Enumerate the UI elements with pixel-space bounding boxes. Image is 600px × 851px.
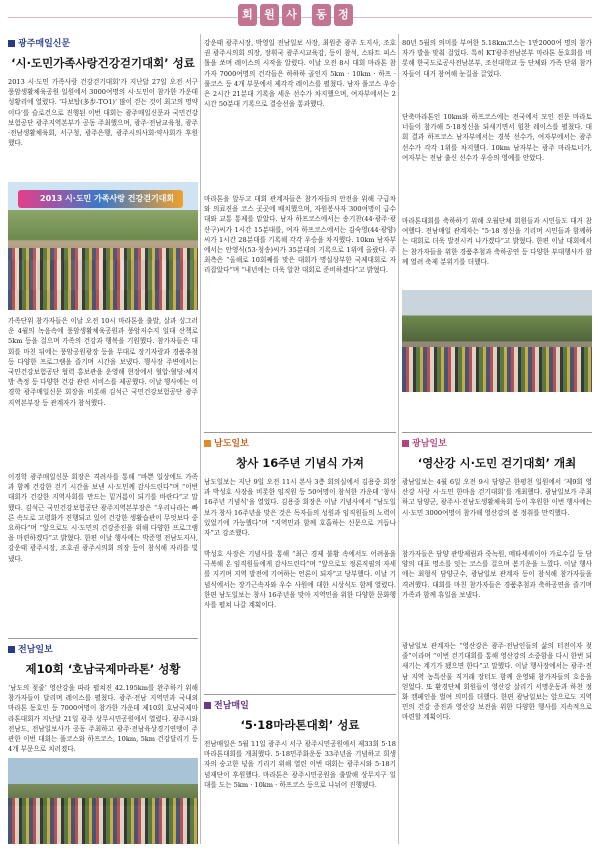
article-body: 참가자들은 담양 관방제림과 죽녹원, 메타세쿼이아 가로수길 등 담양의 대표 명소를 잇는 코스를 걸으며 봄기운을 느꼈다. 이날 행사에는 최형식 담양군수, 광남일보 관계자 등이 참석해 참가자들을 격려했다. 대회를 마친 참가자들은 경품추첨과 축하공연을 즐기며 가족과 함께 휴일을 보냈다. (402, 550, 592, 599)
article-body: 가족단위 참가자들은 이날 오전 10시 마라톤을 출발, 살과 싱그러운 4월의 녹음속에 풍암생활체육공원과 풍암저수지 일대 산책로 5km 등을 걸으며 가족의 건강과 행복을 기원했다. 참가자들은 대회를 마친 뒤에는 풍암공원광장 등을 무대로 장기자랑과 경품추첨 등 다양한 프로그램을 즐기며 시간을 보냈다. 행사장 주변에서는 국민건강보험공단 협력 홍보관을 운영해 현장에서 혈압·혈당·체지방 측정 등 다양한 건강 관련 서비스를 제공했다. 이날 행사에는 이경학 광주매일신문 회장을 비롯해 김석근 국민건강보험공단 광주지역본부장 등 관계자가 참석했다. (8, 317, 198, 407)
article-body: ‘남도의 젖줄’ 영산강을 따라 펼쳐진 42.195km를 완주하기 위해 참가자들이 달리며 레이스를 펼쳤다. 광주·전남 지역민과 국내외 마라톤 동호인 등 7000여명이 참가한 가운데 제10회 호남국제마라톤대회가 지난달 21일 광주 상무시민공원에서 열렸다. 광주시와 전남도, 전남일보사가 공동 주최하고 광주·전남육상경기연맹이 주관한 이번 대회는 풀코스와 하프코스, 10km, 5km 건강달리기 등 4개 부문으로 치러졌다. (8, 684, 198, 754)
article-body: 전남매일은 5월 11일 광주시 서구 광주시민공원에서 제33회 5·18마라톤대회를 개최했다. 5·18민주화운동 33주년을 기념하고 희생자의 숭고한 넋을 기리기 위해 열린 이번 대회는 광주시와 5·18기념재단이 후원했다. 마라톤은 광주시민공원을 출발해 상무지구 일대를 도는 5km · 10km · 하프코스 등으로 나뉘어 진행됐다. (204, 740, 396, 789)
publication-tag: 광주매일신문 (8, 38, 198, 51)
publication-tag: 전남매일 (204, 700, 396, 713)
article-body: 박성호 사장은 기념사를 통해 “최근 경제 불황 속에서도 어려움을 극복해 온 임직원들에게 감사드린다”며 “앞으로도 정론직필의 자세를 지키며 지역 발전에 기여하는 언론이 되자”고 당부했다. 이날 기념식에서는 장기근속자와 우수 사원에 대한 시상식도 함께 열렸다. 한편 남도일보는 창사 16주년을 맞아 지역민을 위한 다양한 문화행사를 펼쳐 나갈 계획이다. (204, 550, 396, 610)
article-namdo (204, 438, 396, 641)
article-body: 남도일보는 지난 9일 오전 11시 본사 3층 회의실에서 김용중 회장과 박성호 사장을 비롯한 임직원 등 50여명이 참석한 가운데 ‘창사 16주년 기념식’을 열었다. 김용중 회장은 이날 기념사에서 “남도일보가 창사 16주년을 맞은 것은 독자들의 성원과 임직원들의 노력이 있었기에 가능했다”며 “지역민과 함께 호흡하는 신문으로 거듭나자”고 강조했다. (204, 478, 396, 538)
section-header (0, 0, 600, 34)
article-body: 강운태 광주시장, 박영일 전남일보 사장, 최원준 광주 도지사, 조호권 광주시의회 의장, 장휘국 광주시교육감, 등이 참석, 스타트 피스톨을 쏘며 레이스의 시작을 알렸다. 이날 오전 8시 대회 마라톤 참가자 7000여명의 건각들은 하하하 골인지 5km · 10km · 하프 · 풀코스 등 4개 부문에서 제각각 레이스를 펼쳤다. 남자 풀코스 우승은 2시간 21분대 기록을 세운 선수가 차지했으며, 여자부에서는 2시간 50분대 기록으로 결승선을 통과했다. (204, 39, 396, 109)
article-body: 마라톤을 앞두고 대회 관계자들은 참가자들의 안전을 위해 구급차와 의료진을 코스 곳곳에 배치했으며, 자원봉사자 300여명이 급수대와 교통 통제를 맡았다. 남자 하프코스에서는 송기찬(44·광주·광산구)씨가 1시간 15분대를, 여자 하프코스에서는 김숙영(44·광양)씨가 1시간 28분대를 기록해 각각 우승을 차지했다. 10km 남자부에서는 안영식(53·청송)씨가 35분대의 기록으로 1위에 올랐다. 주최측은 “올해로 10회째를 맞은 대회가 명실상부한 국제대회로 자리잡았다”며 “내년에는 더욱 알찬 대회로 준비하겠다”고 밝혔다. (204, 195, 396, 275)
article-body: 2013 시·도민 가족사랑 건강걷기대회’가 지난달 27일 오전 서구 풍암생활체육공원 일원에서 3000여명의 시·도민이 참가한 가운데 성황리에 열렸다. ‘다보탑(多步-TO1)’ 많이 걷는 것이 최고의 명약이다’를 슬로건으로 진행된 이번 대회는 광주매일신문과 국민건강보험공단 광주지역본부가 공동 주최했으며, 광주·전남교육청, 광주·전남생활체육회, 서구청, 광주은행, 광주시의사회·약사회가 후원했다. (8, 78, 198, 148)
marathon-photo (8, 758, 198, 844)
article-gwangnam (402, 438, 592, 803)
article-headline: 제10회 ‘호남국제마라톤’ 성황 (25, 662, 181, 676)
article-body: 이경학 광주매일신문 회장은 격려사를 통해 “바쁜 일상에도 가족과 함께 건강한 걷기 시간을 보낸 시·도민께 감사드린다”며 “이번 대회가 건강한 지역사회를 만드는 밑거름이 되기를 바란다”고 말했다. 김석근 국민건강보험공단 광주지역본부장은 “우리나라는 빠른 속도로 고령화가 진행되고 있어 건강한 생활습관이 무엇보다 중요하다”며 “앞으로도 시·도민의 건강증진을 위해 다양한 프로그램을 마련하겠다”고 밝혔다. 한편 이날 행사에는 박준영 전남도지사, 강운태 광주시장, 조호권 광주시의회 의장 등이 참석해 자리를 빛냈다. (8, 473, 198, 563)
article-body: 단축마라톤인 10km와 하프코스에는 전국에서 모인 전문 마라토너들이 참가해 5·18정신을 되새기면서 힘찬 레이스를 펼쳤다. 대회 결과 하프코스 남자부에서는 경북 선수가, 여자부에서는 광주 선수가 각각 1위를 차지했다. 10km 남자부는 광주 마라토너가, 여자부는 전남 출신 선수가 우승의 영예를 안았다. (402, 113, 592, 162)
publication-tag: 남도일보 (204, 438, 396, 451)
article-headline: ‘5·18마라톤대회’ 성료 (240, 718, 360, 732)
section-title: 회 원 사 동 정 (238, 4, 353, 26)
article-headline: ‘시·도민가족사랑건강걷기대회’ 성료 (11, 56, 195, 70)
publication-tag: 광남일보 (402, 438, 592, 451)
article-body: 80년 5월의 의미를 부여한 5.18km코스는 1만2000여 명의 참가자가 발을 맞춰 걸었다. 특히 KT광주전남본부 마라톤 동호회를 비롯해 한국도로공사전남본부, 조선대학교 등 단체와 가족 단위 참가자들이 대거 참여해 눈길을 끌었다. (402, 39, 592, 78)
article-gwangju (8, 38, 198, 179)
article-jeonnam-maeil (204, 700, 396, 851)
event-photo: 2013 시·도민 가족사랑 건강걷기대회 (8, 182, 198, 310)
article-jeonnam (8, 644, 198, 755)
publication-tag: 전남일보 (8, 644, 198, 657)
article-headline: 창사 16주년 기념식 가져 (236, 456, 364, 470)
article-headline: ‘영산강 시·도민 걷기대회’ 개최 (417, 456, 577, 470)
race-photo (402, 290, 592, 392)
article-body: 광남일보는 4월 6일 오전 9시 담양군 한평천 일원에서 ‘제9회 영산강 사랑 시·도민 한마음 걷기대회’를 개최했다. 광남일보가 주최하고 담양군, 광주시·전남도생활체육회 등이 후원한 이번 행사에는 시·도민 3000여명이 참가해 영산강의 봄 정취를 만끽했다. (402, 478, 592, 517)
article-body: 마라톤대회를 축하하기 위해 오월단체 회원들과 시민들도 대거 참여했다. 전남매일 관계자는 “5·18 정신을 기리며 시민들과 함께하는 대회로 더욱 발전시켜 나가겠다”고 밝혔다. 한편 이날 대회에서는 참가자들을 위한 경품추첨과 축하공연 등 다양한 부대행사가 함께 열려 축제 분위기를 더했다. (402, 217, 592, 266)
article-body: 광남일보 관계자는 “영산강은 광주·전남인들의 삶의 터전이자 젖줄”이라며 “이번 걷기대회를 통해 영산강의 소중함을 다시 한번 되새기는 계기가 됐으면 한다”고 말했다. 이날 행사장에서는 광주·전남 지역 농특산물 직거래 장터도 함께 운영돼 참가자들의 호응을 얻었다. 또 환경단체 회원들이 영산강 살리기 서명운동과 하천 정화 캠페인을 벌여 의미를 더했다. 한편 광남일보는 앞으로도 지역민의 건강 증진과 영산강 보전을 위한 다양한 행사를 지속적으로 마련할 계획이다. (402, 642, 592, 722)
